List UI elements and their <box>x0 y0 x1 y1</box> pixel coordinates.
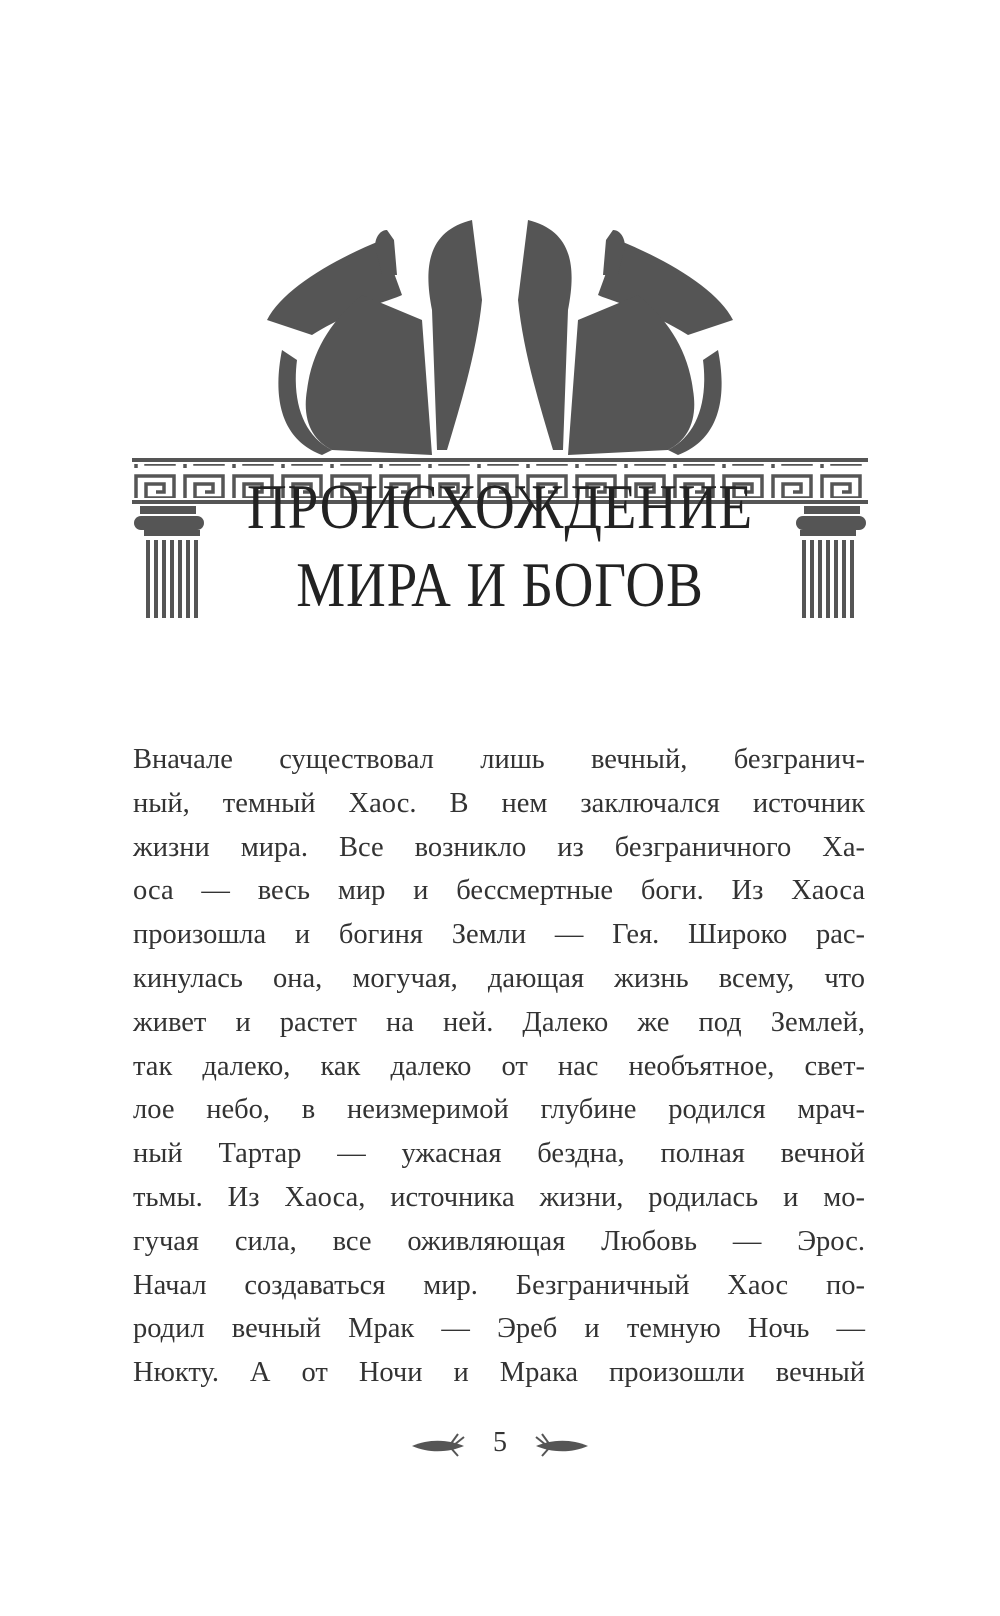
body-text-line: ный, темный Хаос. В нем заключался источник <box>133 787 865 819</box>
body-text-line: лое небо, в неизмеримой глубине родился мрач- <box>133 1094 865 1126</box>
body-text-line: Нюкту. А от Ночи и Мрака произошли вечный <box>133 1357 865 1389</box>
body-text-line: гучая сила, все оживляющая Любовь — Эрос. <box>133 1225 865 1257</box>
body-text-line: тьмы. Из Хаоса, источника жизни, родилась и мо- <box>133 1181 865 1213</box>
body-text-line: так далеко, как далеко от нас необъятное, свет- <box>133 1050 865 1082</box>
leaf-ornament-right-icon <box>534 1432 590 1458</box>
page-number: 5 <box>493 1427 507 1458</box>
leaf-ornament-left-icon <box>410 1432 466 1458</box>
body-text-line: оса — весь мир и бессмертные боги. Из Хаоса <box>133 875 865 907</box>
body-text <box>133 738 865 1395</box>
body-text-line: кинулась она, могучая, дающая жизнь всему, что <box>133 962 865 994</box>
body-text-line: ный Тартар — ужасная бездна, полная вечной <box>133 1138 865 1170</box>
body-text-line: живет и растет на ней. Далеко же под Землей, <box>133 1006 865 1038</box>
page-footer <box>0 1427 1000 1459</box>
body-text-line: Начал создаваться мир. Безграничный Хаос по- <box>133 1269 865 1301</box>
chapter-title-line-2: МИРА И БОГОВ <box>296 549 704 620</box>
body-text-line: Вначале существовал лишь вечный, безгранич- <box>133 744 865 775</box>
body-text-line: произошла и богиня Земли — Гея. Широко рас- <box>133 919 865 951</box>
chapter-title-line-1: ПРОИСХОЖДЕНИЕ <box>247 471 753 542</box>
sphinx-right-icon <box>518 220 733 455</box>
body-text-line: родил вечный Мрак — Эреб и темную Ночь — <box>133 1313 865 1345</box>
sphinx-left-icon <box>267 220 482 455</box>
body-text-line: жизни мира. Все возникло из безграничного Ха- <box>133 831 865 863</box>
